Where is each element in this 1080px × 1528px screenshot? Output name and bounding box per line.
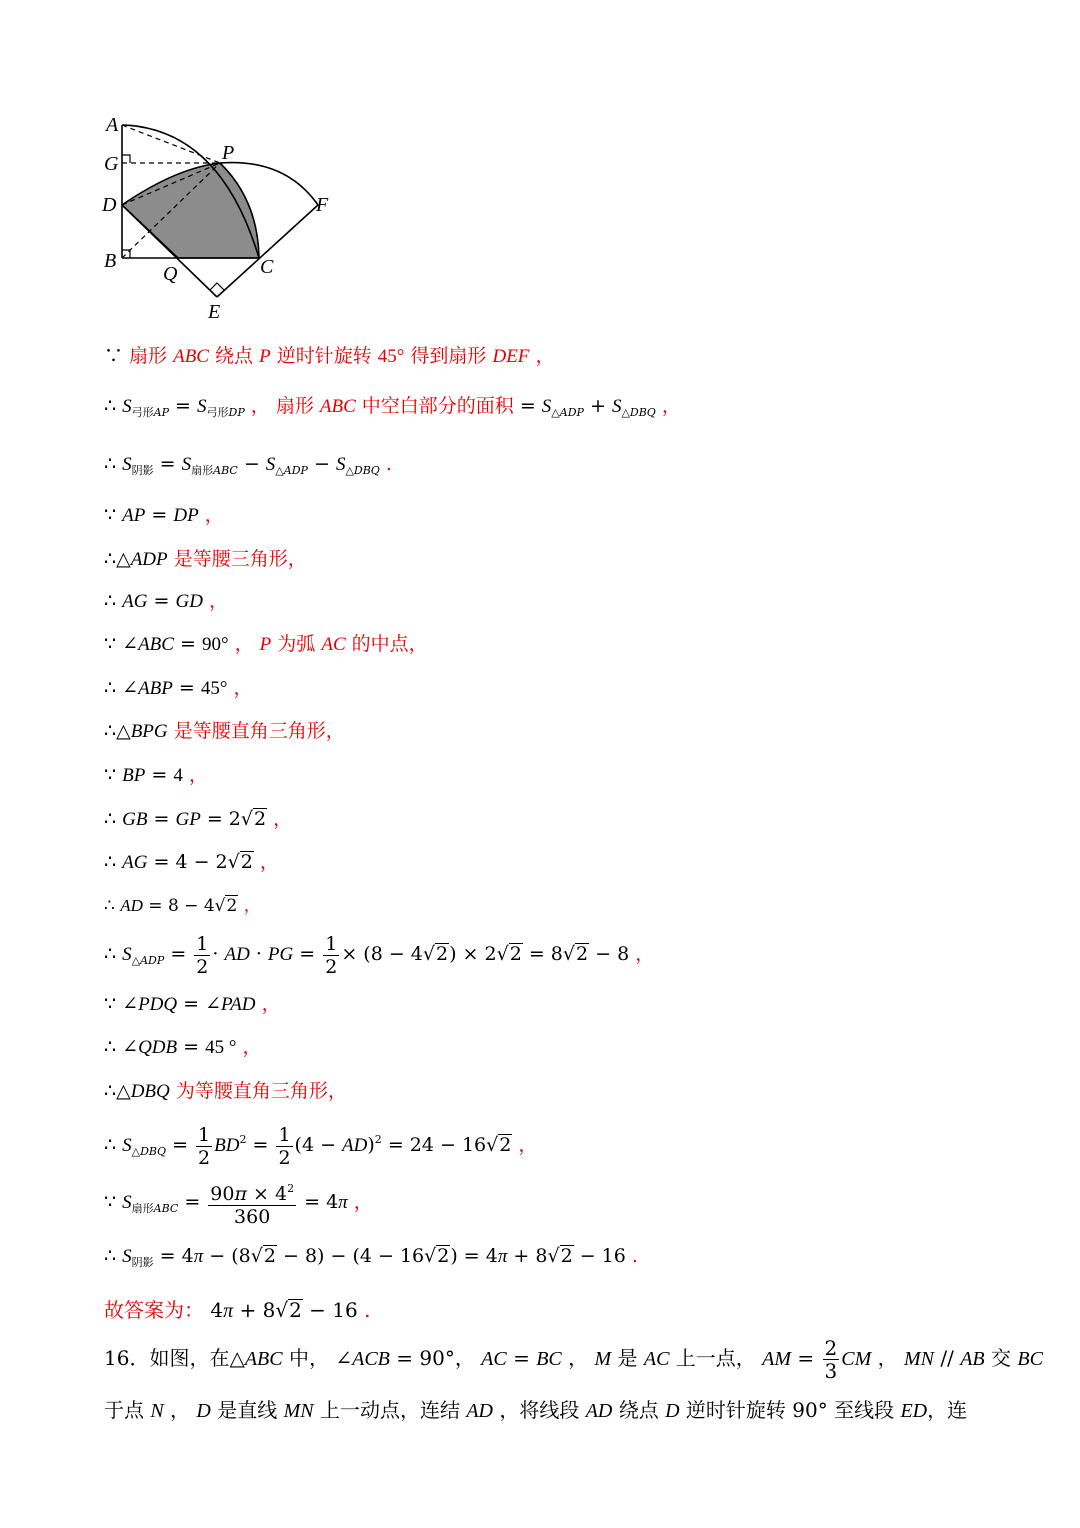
solution-line: ∵ BP = 4 ，: [104, 764, 208, 786]
label-b: B: [104, 250, 117, 272]
shaded-region: [122, 163, 259, 258]
label-d: D: [102, 194, 117, 216]
label-g: G: [104, 153, 119, 175]
solution-line: ∴ $S_{\triangle DBQ}$ = $\frac{1}{2}$ $BD^2$ = $\frac{1}{2}$ (4 − AD)$^2$ = 24 − 16√2 ，: [104, 1123, 538, 1169]
label-f: F: [316, 194, 329, 216]
solution-line: ∴ ∠QDB = 45 ° ，: [104, 1036, 262, 1058]
dashed-ap: [122, 125, 220, 163]
solution-line: ∵ ∠PDQ = ∠PAD ，: [104, 993, 281, 1015]
solution-line: ∵ $S_{扇形ABC}$ = $\frac{90\pi \times 4^2}{360}$ = 4π ，: [104, 1174, 373, 1237]
solution-line: ∴ AD = 8 − 4√2 ，: [104, 896, 261, 916]
solution-line: ∴△BPG 是等腰直角三角形，: [104, 720, 345, 742]
label-e: E: [208, 301, 221, 323]
solution-line: ∴ ∠ABP = 45° ，: [104, 677, 253, 699]
right-angle-e: [210, 283, 224, 290]
solution-line: ∴△ADP 是等腰三角形，: [104, 548, 307, 570]
problem-16-line-2: 于点 N ， D 是直线 MN 上一动点，连结 AD ，将线段 AD 绕点 D 逆时针旋转 90° 至线段 ED，连: [104, 1398, 968, 1422]
solution-line: ∵ 扇形 ABC 绕点 P 逆时针旋转 45° 得到扇形 DEF ，: [104, 345, 555, 367]
solution-line: ∵ ∠ABC = 90° ， P 为弧 AC 的中点，: [104, 633, 428, 655]
label-c: C: [260, 256, 274, 278]
solution-line: ∴ $S_{弓形AP} = S_{弓形DP}$ ， 扇形 ABC 中空白部分的面积 = $S_{\triangle ADP} + S_{\triangle DBQ}$ ，: [104, 395, 681, 419]
geometry-figure: [95, 108, 355, 328]
solution-line: ∵ AP = DP ，: [104, 504, 224, 526]
solution-line: ∴ AG = GD ，: [104, 590, 228, 612]
solution-line: ∴ AG = 4 − 2√2 ，: [104, 851, 279, 873]
solution-line: ∴ $S_{阴影} = 4\pi - (8√2 - 8) - (4 - 16√2) = 4\pi + 8√2 - 16$ .: [104, 1245, 638, 1269]
solution-line: ∴ $S_{阴影} = S_{扇形ABC} - S_{\triangle ADP} - S_{\triangle DBQ}$ .: [104, 453, 392, 477]
solution-line: ∴ GB = GP = 2√2 ，: [104, 808, 293, 830]
label-q: Q: [163, 263, 178, 285]
right-angle-g: [122, 155, 130, 163]
label-p: P: [222, 142, 235, 164]
label-a: A: [106, 114, 119, 136]
answer-line: 故答案为： 4π + 8√2 − 16 .: [104, 1298, 371, 1322]
solution-line: ∴ $S_{\triangle ADP}$ = $\frac{1}{2}$ · AD · PG = $\frac{1}{2}$ × (8 − 4√2) × 2√2 = 8√2 − 8 ，: [104, 932, 655, 978]
solution-line: ∴△DBQ 为等腰直角三角形，: [104, 1080, 347, 1102]
problem-16-line-1: 16．如图，在△ABC 中， ∠ACB = 90°， AC = BC ， M 是 AC 上一点， AM = $\frac{2}{3}$ CM ， MN // AB 交 BC: [104, 1336, 1043, 1383]
